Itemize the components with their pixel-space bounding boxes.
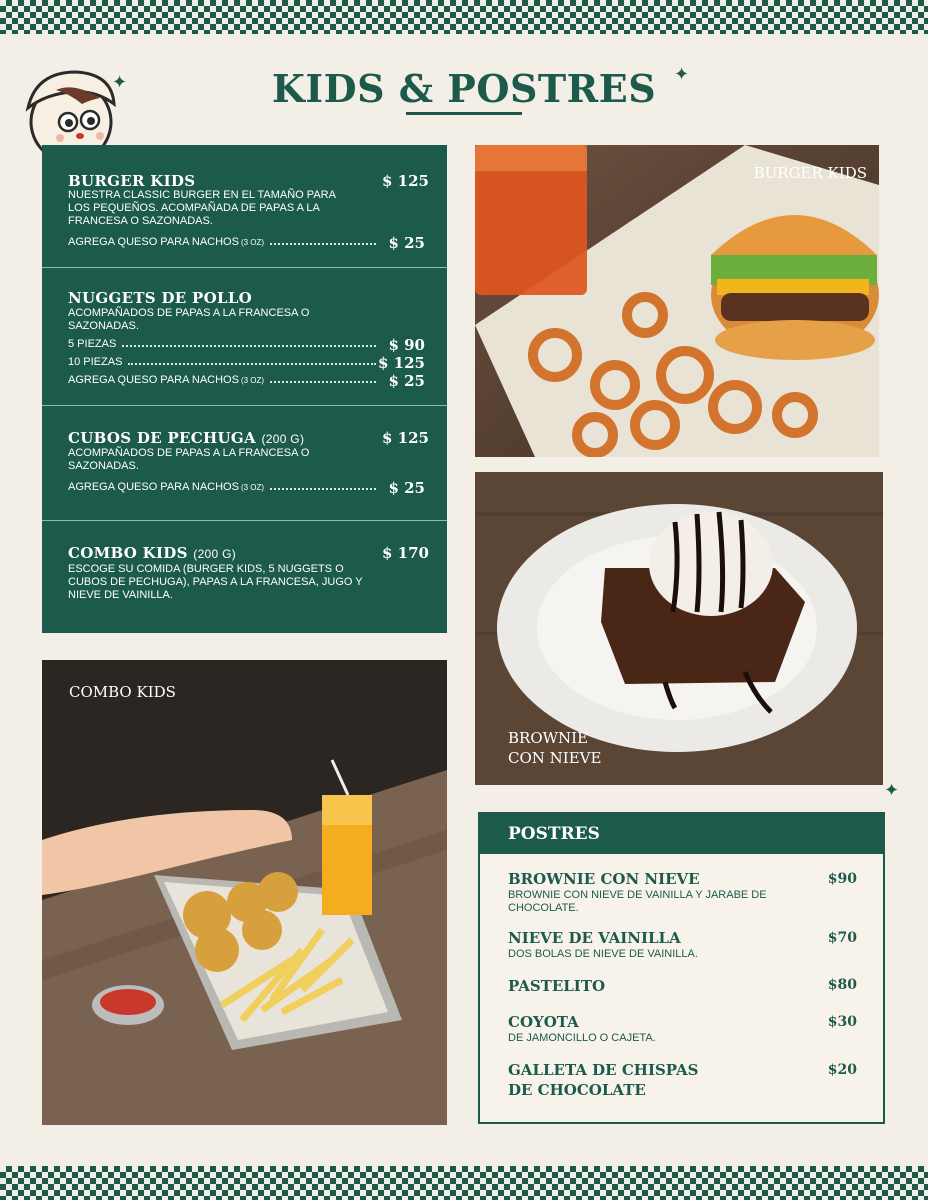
option-line: AGREGA QUESO PARA NACHOS (3 OZ) (68, 236, 380, 248)
dessert-name: COYOTA (508, 1013, 579, 1031)
checker-border-bottom (0, 1166, 928, 1200)
item-name: CUBOS DE PECHUGA (200 G) (68, 429, 305, 447)
item-name: NUGGETS DE POLLO (68, 289, 253, 307)
menu-item-nuggets (42, 268, 447, 406)
option-price: $ 25 (388, 234, 425, 252)
dessert-price: $20 (827, 1062, 857, 1078)
dessert-name: BROWNIE CON NIEVE (508, 870, 700, 888)
option-line: AGREGA QUESO PARA NACHOS (3 OZ) (68, 481, 380, 493)
option-line: 10 PIEZAS (68, 356, 380, 368)
dessert-price: $30 (827, 1014, 857, 1030)
brownie-photo (475, 472, 883, 785)
option-price: $ 25 (388, 479, 425, 497)
option-price: $ 90 (388, 336, 425, 354)
burger-kids-photo (475, 145, 879, 457)
photo-label: COMBO KIDS (69, 683, 176, 701)
kids-menu-panel (42, 145, 447, 633)
item-price: $ 170 (382, 544, 429, 562)
menu-item-cubos-de-pechuga (42, 406, 447, 521)
sparkle-icon: ✦ (884, 780, 900, 800)
menu-item-burger-kids (42, 145, 447, 268)
dessert-description: BROWNIE CON NIEVE DE VAINILLA Y JARABE DE CHOCOLATE. (508, 889, 767, 914)
dessert-price: $70 (827, 930, 857, 946)
option-price: $ 25 (388, 372, 425, 390)
postres-header (480, 814, 883, 854)
dessert-description: DE JAMONCILLO O CAJETA. (508, 1032, 656, 1044)
dessert-name: GALLETA DE CHISPAS DE CHOCOLATE (508, 1061, 699, 1099)
section-title: POSTRES (508, 824, 600, 844)
item-description: NUESTRA CLASSIC BURGER EN EL TAMAÑO PARA LOS PEQUEÑOS. ACOMPAÑADA DE PAPAS A LA FRANCESA O SAZONADAS. (68, 189, 336, 227)
dessert-name: NIEVE DE VAINILLA (508, 929, 681, 947)
page-title: KIDS & POSTRES (271, 66, 657, 111)
menu-item-combo-kids (42, 521, 447, 633)
option-line: 5 PIEZAS (68, 338, 380, 350)
item-price: $ 125 (382, 429, 429, 447)
dessert-price: $80 (827, 977, 857, 993)
photo-label: BURGER KIDS (753, 164, 867, 182)
item-description: ACOMPAÑADOS DE PAPAS A LA FRANCESA O SAZONADAS. (68, 447, 310, 472)
checker-border-top (0, 0, 928, 34)
option-price: $ 125 (378, 354, 425, 372)
photo-label: BROWNIE CON NIEVE (508, 729, 602, 767)
dessert-price: $90 (827, 871, 857, 887)
option-line: AGREGA QUESO PARA NACHOS (3 OZ) (68, 374, 380, 386)
item-description: ACOMPAÑADOS DE PAPAS A LA FRANCESA O SAZONADAS. (68, 307, 310, 332)
postres-menu-panel (478, 812, 885, 1124)
item-price: $ 125 (382, 172, 429, 190)
title-underline (406, 112, 522, 115)
combo-kids-photo (42, 660, 447, 1125)
item-name: BURGER KIDS (68, 172, 196, 190)
sparkle-icon: ✦ (112, 72, 128, 92)
dessert-name: PASTELITO (508, 977, 606, 995)
dessert-description: DOS BOLAS DE NIEVE DE VAINILLA. (508, 948, 698, 960)
item-description: ESCOGE SU COMIDA (BURGER KIDS, 5 NUGGETS O CUBOS DE PECHUGA), PAPAS A LA FRANCESA, JUGO Y NIEVE DE VAINILLA. (68, 563, 363, 601)
item-name: COMBO KIDS (200 G) (68, 544, 237, 562)
sparkle-icon: ✦ (674, 64, 690, 84)
